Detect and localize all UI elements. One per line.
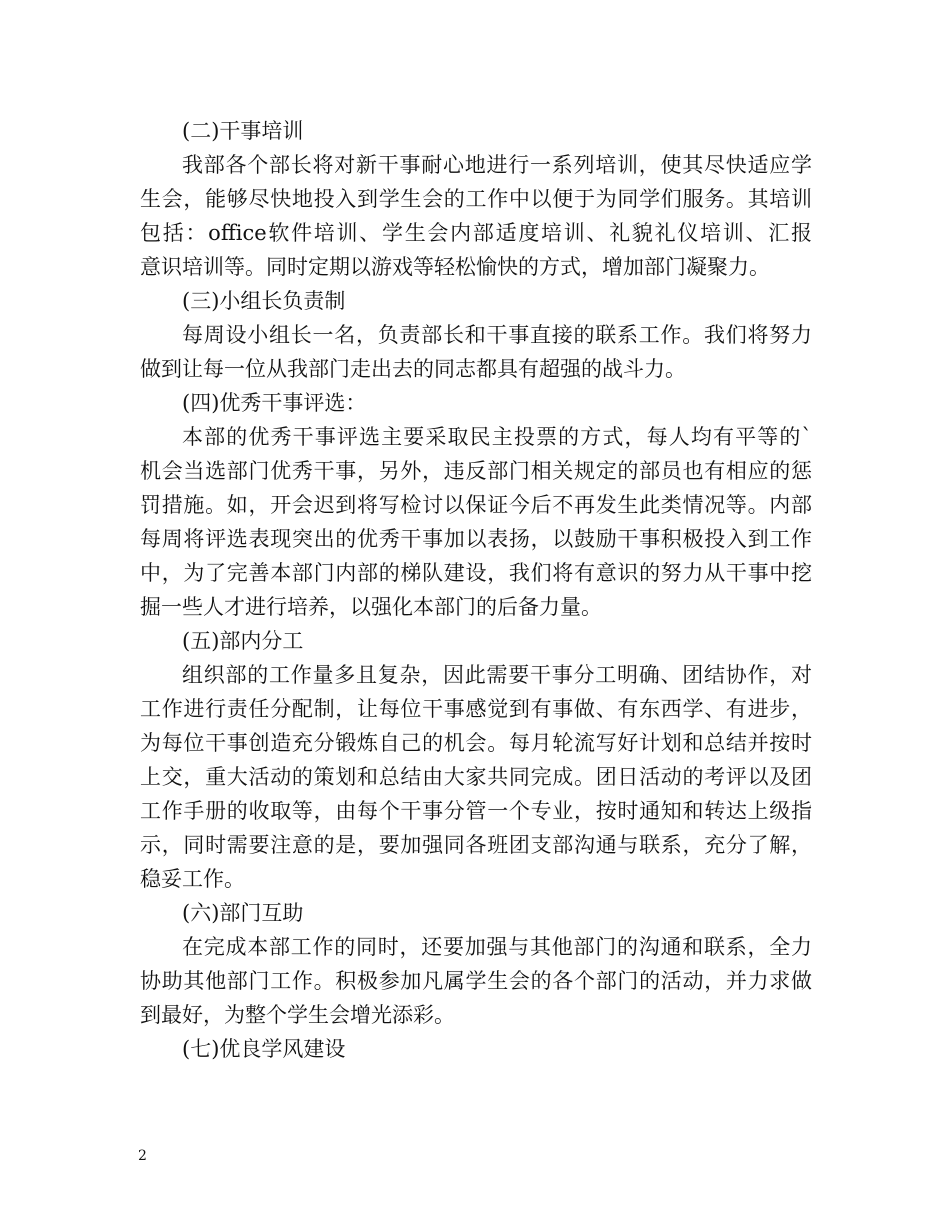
paragraph-line: 我部各个部长将对新干事耐心地进行一系列培训，使其尽快适应学 bbox=[182, 153, 812, 177]
paragraph-line: 在完成本部工作的同时，还要加强与其他部门的沟通和联系，全力 bbox=[182, 935, 812, 959]
section-heading: (四)优秀干事评选： bbox=[182, 391, 367, 415]
paragraph-line: 中，为了完善本部门内部的梯队建设，我们将有意识的努力从干事中挖 bbox=[140, 561, 812, 585]
page-number: 2 bbox=[138, 1148, 147, 1164]
paragraph-line: 协助其他部门工作。积极参加凡属学生会的各个部门的活动，并力求做 bbox=[140, 969, 812, 993]
paragraph-line: 到最好，为整个学生会增光添彩。 bbox=[140, 1003, 455, 1027]
paragraph-line: 上交，重大活动的策划和总结由大家共同完成。团日活动的考评以及团 bbox=[140, 765, 812, 789]
paragraph-line: 包括：office软件培训、学生会内部适度培训、礼貌礼仪培训、汇报 bbox=[140, 221, 812, 245]
paragraph-line: 为每位干事创造充分锻炼自己的机会。每月轮流写好计划和总结并按时 bbox=[140, 731, 812, 755]
document-body bbox=[140, 114, 812, 1066]
section-heading: (五)部内分工 bbox=[182, 629, 304, 653]
paragraph-line: 示，同时需要注意的是，要加强同各班团支部沟通与联系，充分了解， bbox=[140, 833, 812, 857]
section-heading: (六)部门互助 bbox=[182, 901, 304, 925]
paragraph-line: 工作手册的收取等，由每个干事分管一个专业，按时通知和转达上级指 bbox=[140, 799, 812, 823]
paragraph-line: 工作进行责任分配制，让每位干事感觉到有事做、有东西学、有进步， bbox=[140, 697, 812, 721]
section-heading: (七)优良学风建设 bbox=[182, 1037, 346, 1061]
paragraph-line: 掘一些人才进行培养，以强化本部门的后备力量。 bbox=[140, 595, 602, 619]
paragraph-line: 本部的优秀干事评选主要采取民主投票的方式，每人均有平等的` bbox=[182, 425, 812, 449]
section-heading: (二)干事培训 bbox=[182, 119, 304, 143]
paragraph-line: 每周将评选表现突出的优秀干事加以表扬，以鼓励干事积极投入到工作 bbox=[140, 527, 812, 551]
paragraph-line: 罚措施。如，开会迟到将写检讨以保证今后不再发生此类情况等。内部 bbox=[140, 493, 812, 517]
paragraph-line: 做到让每一位从我部门走出去的同志都具有超强的战斗力。 bbox=[140, 357, 686, 381]
section-heading: (三)小组长负责制 bbox=[182, 289, 346, 313]
paragraph-line: 每周设小组长一名，负责部长和干事直接的联系工作。我们将努力 bbox=[182, 323, 812, 347]
paragraph-line: 机会当选部门优秀干事，另外，违反部门相关规定的部员也有相应的惩 bbox=[140, 459, 812, 483]
paragraph-line: 生会，能够尽快地投入到学生会的工作中以便于为同学们服务。其培训 bbox=[140, 187, 812, 211]
paragraph-line: 意识培训等。同时定期以游戏等轻松愉快的方式，增加部门凝聚力。 bbox=[140, 255, 770, 279]
paragraph-line: 稳妥工作。 bbox=[140, 867, 245, 891]
paragraph-line: 组织部的工作量多且复杂，因此需要干事分工明确、团结协作，对 bbox=[182, 663, 812, 687]
